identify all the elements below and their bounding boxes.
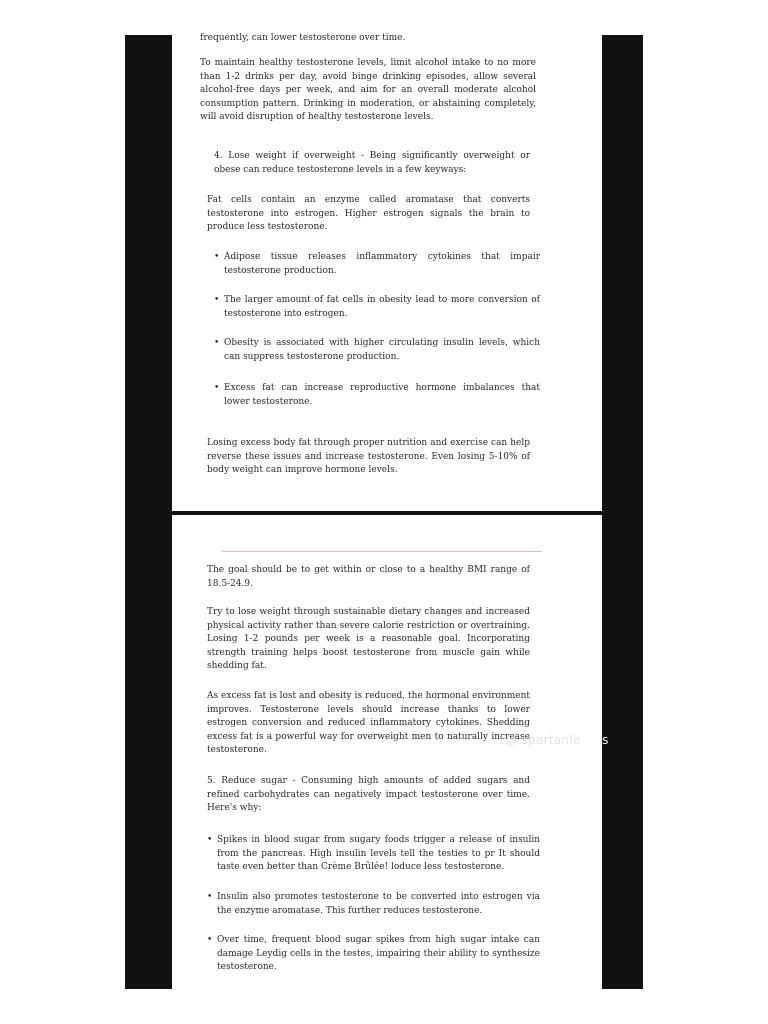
paragraph-bmi: The goal should be to get within or close to a healthy BMI range of 18.5-24.9. xyxy=(207,565,530,589)
point-4-heading: 4. Lose weight if overweight - Being significantly overweight or obese can reduce testosterone levels in a few keyways: xyxy=(214,151,530,175)
list-item xyxy=(207,891,540,918)
paragraph-fat-cells: Fat cells contain an enzyme called aromatase that converts testosterone into estrogen. Higher estrogen signals the brain to produce less testosterone. xyxy=(207,195,530,233)
paragraph-alcohol: To maintain healthy testosterone levels, limit alcohol intake to no more than 1-2 drinks per day, avoid binge drinking episodes, allow several alcohol-free days per week, and aim for an overall moderate alcohol consumption pattern. Drinking in moderation, or abstaining completely, will avoid disruption of healthy testosterone levels. xyxy=(200,58,536,123)
list-item xyxy=(207,834,540,875)
document-page-2 xyxy=(172,515,602,989)
bullet-icon: • xyxy=(214,383,220,393)
list-item-text: Insulin also promotes testosterone to be converted into estrogen via the enzyme aromatase. This further reduces testosterone. xyxy=(217,892,540,916)
paragraph-try-lose-weight: Try to lose weight through sustainable dietary changes and increased physical activity rather than severe calorie restriction or overtraining. Losing 1-2 pounds per week is a reasonable goal. Incorporating strength training helps boost testosterone from muscle gain while shedding fat. xyxy=(207,607,530,672)
bullet-icon: • xyxy=(214,252,220,262)
list-item-text: Over time, frequent blood sugar spikes from high sugar intake can damage Leydig cells in the testes, impairing their ability to synthesize testosterone. xyxy=(217,935,540,973)
bullet-icon: • xyxy=(207,935,213,945)
list-item-text: Excess fat can increase reproductive hormone imbalances that lower testosterone. xyxy=(224,383,540,407)
watermark xyxy=(505,733,609,747)
bullet-icon: • xyxy=(214,295,220,305)
bullet-icon: • xyxy=(207,835,213,845)
point-5-heading: 5. Reduce sugar - Consuming high amounts of added sugars and refined carbohydrates can negatively impact testosterone over time. Here's why: xyxy=(207,776,530,814)
bullet-icon: • xyxy=(214,338,220,348)
list-item-text: Spikes in blood sugar from sugary foods trigger a release of insulin from the pancreas. High insulin levels tell the testies to pr It should taste even better than Crème Brûlée! loduce less testosterone. xyxy=(217,835,540,873)
paragraph-excess-fat: As excess fat is lost and obesity is reduced, the hormonal environment improves. Testosterone levels should increase thanks to lower estrogen conversion and reduced inflammatory cytokines. Shedding excess fat is a powerful way for overweight men to naturally increase testosterone. xyxy=(207,691,530,756)
watermark-suffix: akss xyxy=(580,733,609,747)
list-item xyxy=(214,337,540,364)
list-item xyxy=(214,251,540,278)
top-fragment: frequently, can lower testosterone over time. xyxy=(200,33,406,43)
list-item-text: The larger amount of fat cells in obesity lead to more conversion of testosterone into estrogen. xyxy=(224,295,540,319)
list-item xyxy=(214,294,540,321)
watermark-prefix: @ spartanle xyxy=(505,733,581,747)
list-item-text: Adipose tissue releases inflammatory cytokines that impair testosterone production. xyxy=(224,252,540,276)
list-item xyxy=(214,382,540,409)
document-page-1 xyxy=(172,35,602,511)
bullet-icon: • xyxy=(207,892,213,902)
list-item-text: Obesity is associated with higher circulating insulin levels, which can suppress testosterone production. xyxy=(224,338,540,362)
list-item xyxy=(207,934,540,975)
paragraph-losing-fat: Losing excess body fat through proper nutrition and exercise can help reverse these issues and increase testosterone. Even losing 5-10% of body weight can improve hormone levels. xyxy=(207,438,530,476)
divider xyxy=(222,551,542,552)
